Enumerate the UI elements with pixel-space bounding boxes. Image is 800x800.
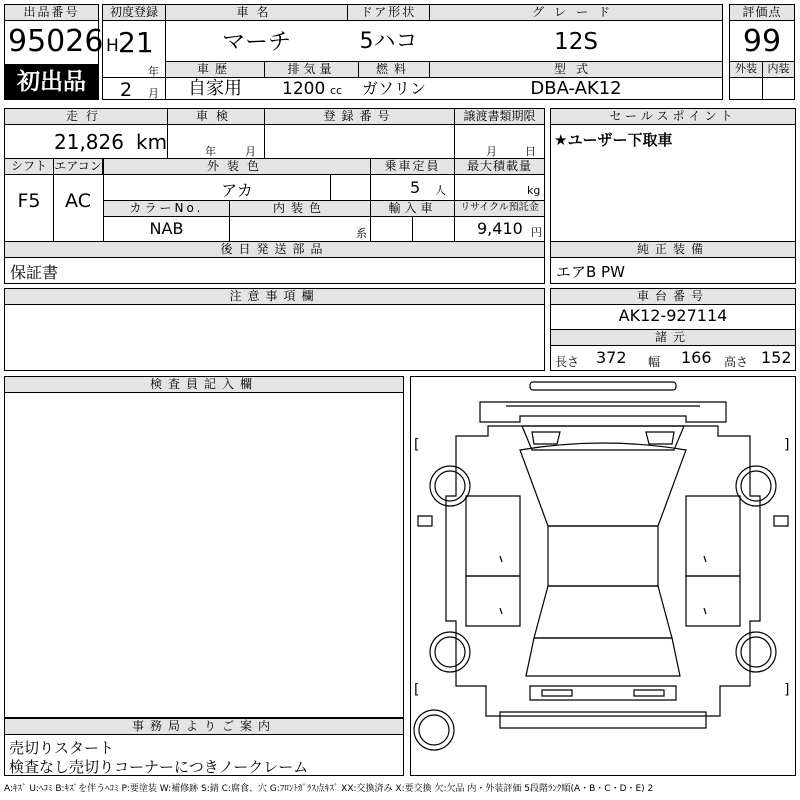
mirror-bracket-right-top: ] [784,437,790,453]
length-label: 長さ [555,355,580,369]
capacity-unit: 人 [435,184,446,197]
office-label: 事務局よりご案内 [4,718,404,735]
height: 152 [761,348,792,367]
chassis-label: 車台番号 [550,288,796,305]
fuel-label: 燃料 [358,61,430,78]
color-no: NAB [149,219,184,238]
exterior-label: 外装 [729,61,763,78]
month-unit: 月 [148,87,159,100]
lot-number-label: 出品番号 [4,4,99,21]
score-label: 評価点 [729,4,795,21]
car-name: マーチ [222,29,291,55]
width-label: 幅 [648,355,661,369]
registration-year: 21 [118,26,154,59]
int-color-label: 内装色 [229,200,371,217]
model-label: 型式 [429,61,723,78]
office-line-1: 売切りスタート [9,739,115,757]
reg-number-label: 登録番号 [264,108,455,125]
inspector-box [4,376,404,718]
score: 99 [742,24,782,59]
transfer-month-unit: 月 [486,145,497,158]
fuel: ガソリン [361,79,426,98]
capacity: 5 [410,178,421,197]
sales-point: ★ユーザー下取車 [554,131,673,149]
ext-color: アカ [221,181,253,200]
first-registration-label: 初度登録 [102,4,166,21]
car-name-label: 車名 [165,4,348,21]
mileage: 21,826 [54,130,124,154]
registration-month: 2 [120,79,133,101]
mirror-bracket-right-bottom: ] [784,682,790,698]
mileage-unit: km [136,130,168,154]
shift-label: シフト [4,158,54,175]
equipment-label: 純正装備 [550,241,796,258]
grade: 12S [554,29,598,55]
interior-label: 内装 [762,61,795,78]
grade-label: グレード [429,4,723,21]
displacement-label: 排気量 [264,61,359,78]
inspection-label: 車検 [167,108,265,125]
door-label: ドア形状 [347,4,430,21]
inspector-label: 検査員記入欄 [4,376,404,393]
dims-label: 諸元 [550,329,796,346]
first-listing-badge: 初出品 [4,64,99,100]
recycle: 9,410 [477,219,523,238]
aircon: AC [65,190,91,212]
transfer-day-unit: 日 [525,145,536,158]
mirror-bracket-left-top: [ [414,437,420,453]
legend-footer: A:ｷｽﾞ U:ﾍｺﾐ B:ｷｽﾞを伴うﾍｺﾐ P:要塗装 W:補修跡 S:錆 C:腐食、穴 G:ﾌﾛﾝﾄｶﾞﾗｽ点ｷｽﾞ XX:交換済み X:要交換 欠:欠品 内・外装評価 5段階ﾗﾝｸ順(A・B・C・D・E) 2 [4,784,654,794]
door-value: 5ハコ [359,29,418,54]
int-color-unit: 系 [356,227,367,240]
chassis-number: AK12-927114 [618,306,728,325]
displacement-unit: cc [330,84,343,97]
sales-point-label: セールスポイント [550,108,796,125]
displacement: 1200 [282,79,326,99]
transfer-deadline-label: 譲渡書類期限 [454,108,545,125]
office-line-2: 検査なし売切りコーナーにつきノークレーム [9,758,309,776]
ext-color-label: 外装色 [103,158,371,175]
lot-number: 95026 [8,24,104,59]
inspection-month-unit: 月 [245,145,256,158]
shift: F5 [17,190,41,212]
max-load-label: 最大積載量 [454,158,545,175]
capacity-label: 乗車定員 [370,158,455,175]
length: 372 [596,348,627,367]
aircon-label: エアコン [54,159,102,173]
width: 166 [681,348,712,367]
car-diagram [410,376,796,776]
equipment: エアB PW [556,263,625,281]
recycle-label: リサイクル預託金 [454,200,545,217]
mileage-label: 走行 [4,108,168,125]
inspection-year-unit: 年 [205,145,216,158]
mirror-bracket-left-bottom: [ [414,682,420,698]
caution-label: 注意事項欄 [4,288,545,305]
import-label: 輸入車 [370,200,455,217]
later-parts-label: 後日発送部品 [4,241,545,258]
recycle-unit: 円 [531,226,542,239]
history: 自家用 [188,78,242,99]
color-no-label: カラーNo. [103,200,230,217]
era: H [106,36,119,56]
height-label: 高さ [724,355,749,369]
model: DBA-AK12 [530,78,622,99]
later-parts: 保証書 [10,263,59,282]
year-unit: 年 [148,65,159,78]
max-load-unit: kg [527,184,541,197]
history-label: 車歴 [165,61,265,78]
